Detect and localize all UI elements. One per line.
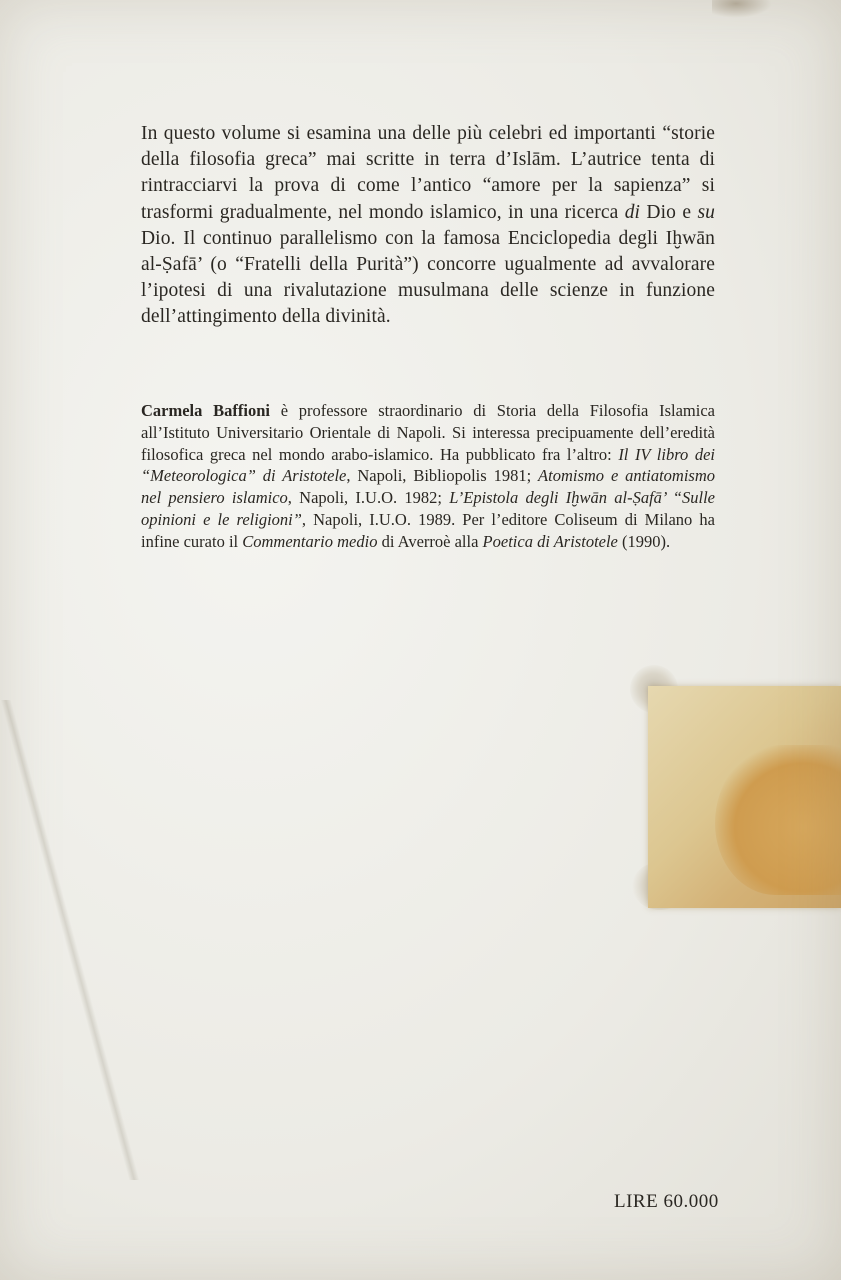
description-text: Dio. Il continuo parallelismo con la famosa Enciclopedia degli Iḫwān al-Ṣafā’ (o	[141, 227, 715, 276]
description-emphasis: di	[624, 201, 641, 223]
description-quote: “storie della filosofia greca”	[141, 123, 715, 171]
book-title: L’Epistola degli Iḫwān al-Ṣafā’ “Sulle opinioni e le religioni”	[141, 488, 715, 529]
book-title: Poetica di Aristotele	[482, 531, 618, 551]
book-description	[141, 121, 715, 331]
description-text: mai scritte in terra d’Islām. L’autrice tenta di rintracciarvi la prova di come l’antico	[141, 149, 715, 197]
description-quote: “Fratelli della Purità”	[235, 254, 413, 276]
price-label: LIRE 60.000	[614, 1191, 719, 1212]
description-text: si trasformi gradualmente, nel mondo islamico, in una ricerca	[141, 175, 715, 223]
description-emphasis: su	[697, 201, 715, 223]
description-quote: “amore per la sapienza”	[482, 175, 691, 197]
book-title: Atomismo e antiatomismo nel pensiero islamico	[141, 466, 715, 508]
author-name: Carmela Baffioni	[141, 401, 270, 420]
cover-crease	[0, 700, 140, 1180]
book-title: Il IV libro dei “Meteorologica” di Aristotele	[141, 444, 715, 486]
book-title: Commentario medio	[242, 531, 378, 551]
biography-text: , Napoli, Bibliopolis 1981;	[346, 466, 539, 486]
sticker-tear-residue	[715, 745, 841, 895]
description-text: Dio e	[640, 201, 698, 223]
author-biography	[141, 400, 715, 553]
biography-text: è professore straordinario di Storia della Filosofia Islamica all’Istituto Universitario Orientale di Napoli. Si interessa precipuamente dell’eredità filosofica greca nel mondo arabo-islamico. Ha pubblicato fra l’altro:	[141, 401, 715, 464]
biography-text: di Averroè alla	[377, 531, 483, 551]
biography-text: , Napoli, I.U.O. 1989. Per l’editore Coliseum di Milano ha infine curato il	[141, 509, 715, 551]
biography-text: (1990).	[617, 531, 671, 551]
description-text: In questo volume si esamina una delle più celebri ed importanti	[141, 123, 663, 144]
description-text: ) concorre ugualmente ad avvalorare l’ipotesi di una rivalutazione musulmana delle scienze in funzione dell’attingimento della divinità.	[141, 254, 715, 328]
biography-text: , Napoli, I.U.O. 1982;	[287, 488, 450, 508]
corner-wear-mark	[712, 0, 772, 18]
